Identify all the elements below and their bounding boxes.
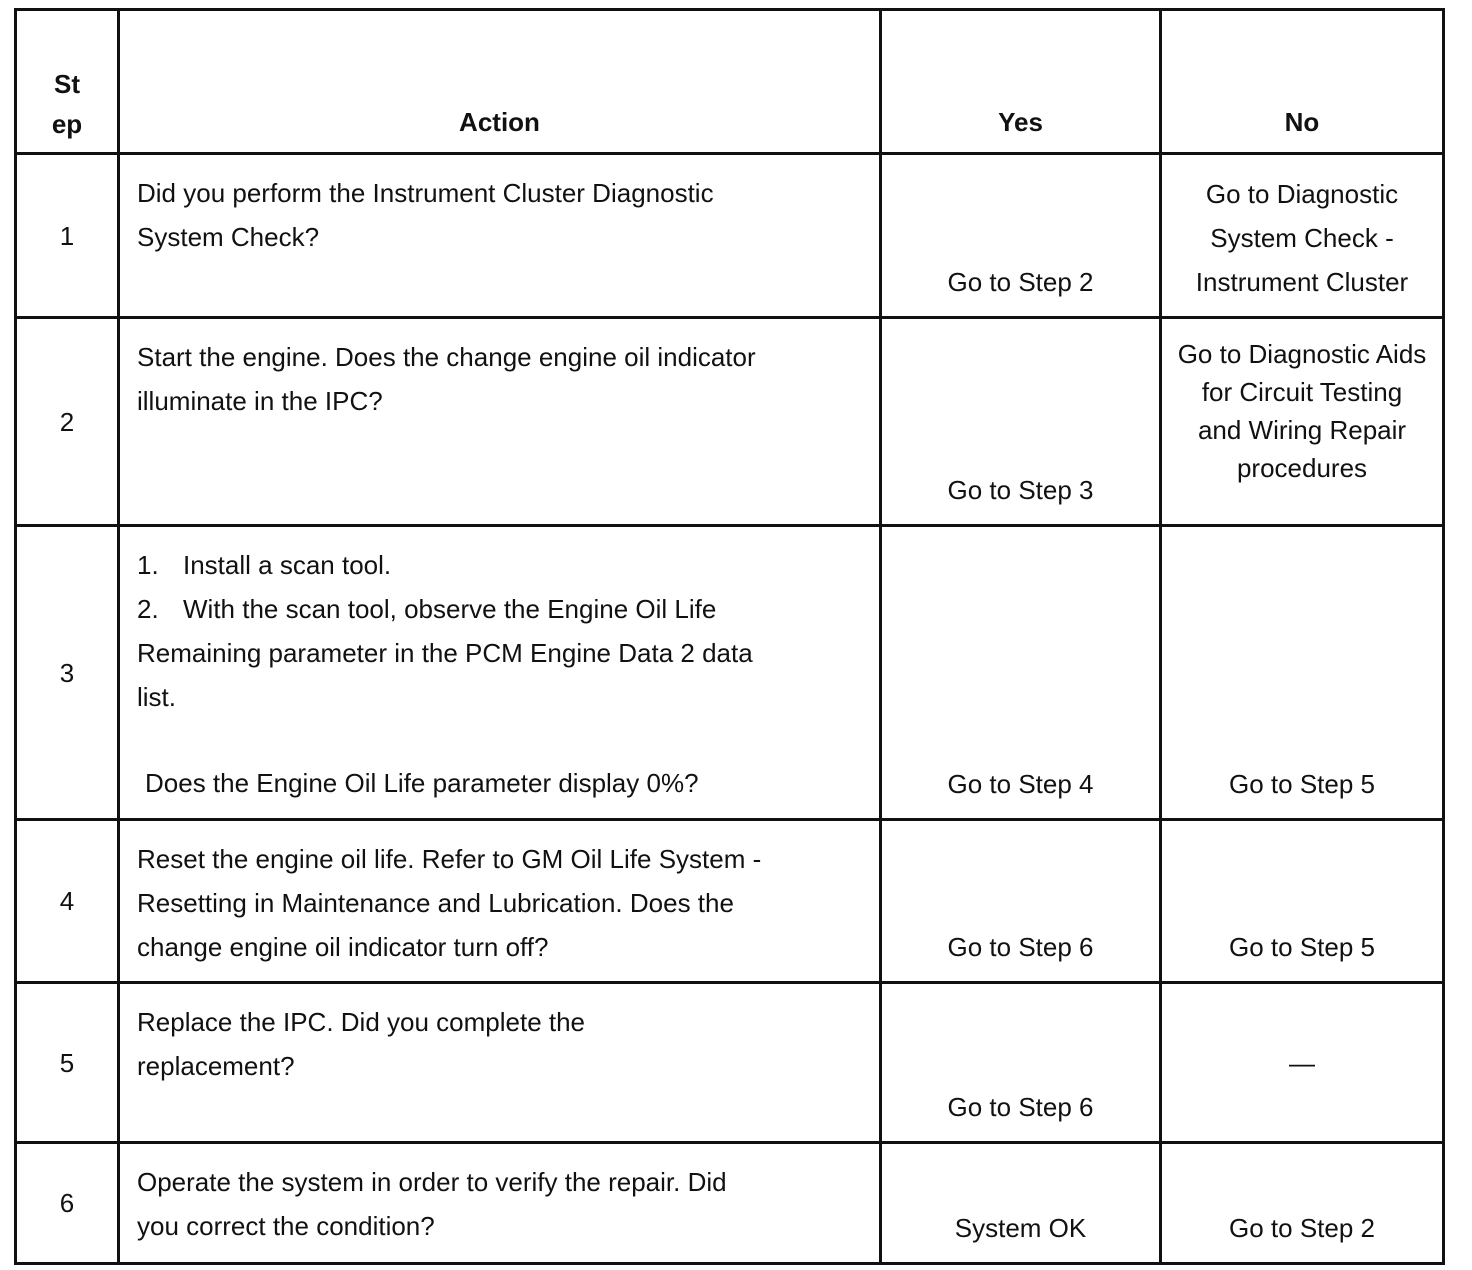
action-cell <box>119 526 881 820</box>
step-header-line-1: St <box>54 69 80 99</box>
action-line: Resetting in Maintenance and Lubrication. Does the <box>137 888 734 918</box>
action-question: Does the Engine Oil Life parameter display 0%? <box>145 768 699 798</box>
instruction-list <box>137 543 859 631</box>
action-cell <box>119 154 881 318</box>
no-cell: — <box>1161 983 1444 1143</box>
list-item <box>137 587 859 631</box>
action-cell <box>119 1143 881 1264</box>
list-item-text: Install a scan tool. <box>183 550 392 580</box>
table-row-step-6 <box>16 1143 1444 1264</box>
action-line: list. <box>137 682 176 712</box>
no-cell: Go to Step 2 <box>1161 1143 1444 1264</box>
table-row-step-4 <box>16 820 1444 983</box>
yes-header: Yes <box>881 10 1161 154</box>
action-cell <box>119 983 881 1143</box>
action-line: illuminate in the IPC? <box>137 386 383 416</box>
yes-cell: Go to Step 6 <box>881 983 1161 1143</box>
action-line: Did you perform the Instrument Cluster Diagnostic <box>137 178 714 208</box>
action-line: Remaining parameter in the PCM Engine Data 2 data <box>137 638 753 668</box>
table-row-step-2 <box>16 318 1444 526</box>
list-item-text: With the scan tool, observe the Engine Oil Life <box>183 594 717 624</box>
no-line: Go to Diagnostic <box>1205 179 1399 209</box>
list-item-number: 1. <box>137 550 159 580</box>
yes-cell: Go to Step 2 <box>881 154 1161 318</box>
step-header <box>16 10 119 154</box>
no-line: Instrument Cluster <box>1195 267 1409 297</box>
step-number: 5 <box>16 983 119 1143</box>
yes-cell: System OK <box>881 1143 1161 1264</box>
no-line: procedures <box>1236 453 1368 483</box>
table-row-step-1 <box>16 154 1444 318</box>
header-row <box>16 10 1444 154</box>
no-line: and Wiring Repair <box>1197 415 1407 445</box>
step-number: 1 <box>16 154 119 318</box>
action-line: change engine oil indicator turn off? <box>137 932 549 962</box>
action-line: Replace the IPC. Did you complete the <box>137 1007 586 1037</box>
list-item <box>137 543 859 587</box>
step-number: 3 <box>16 526 119 820</box>
action-line: Start the engine. Does the change engine oil indicator <box>137 342 756 372</box>
no-line: System Check - <box>1210 223 1394 253</box>
step-header-line-2: ep <box>51 109 83 139</box>
no-header: No <box>1161 10 1444 154</box>
step-number: 6 <box>16 1143 119 1264</box>
action-cell <box>119 318 881 526</box>
no-line: Go to Diagnostic Aids <box>1177 339 1427 369</box>
action-header: Action <box>119 10 881 154</box>
diagnostic-table <box>14 8 1445 1265</box>
list-item-number: 2. <box>137 594 159 624</box>
no-cell: Go to Step 5 <box>1161 526 1444 820</box>
yes-cell: Go to Step 3 <box>881 318 1161 526</box>
action-line: System Check? <box>137 222 320 252</box>
no-cell <box>1161 154 1444 318</box>
spacer <box>137 719 859 761</box>
no-cell: Go to Step 5 <box>1161 820 1444 983</box>
step-number: 4 <box>16 820 119 983</box>
no-cell <box>1161 318 1444 526</box>
yes-cell: Go to Step 4 <box>881 526 1161 820</box>
table-row-step-3 <box>16 526 1444 820</box>
action-line: you correct the condition? <box>137 1211 435 1241</box>
step-number: 2 <box>16 318 119 526</box>
action-cell <box>119 820 881 983</box>
table-row-step-5 <box>16 983 1444 1143</box>
action-line: Reset the engine oil life. Refer to GM Oil Life System - <box>137 844 762 874</box>
no-line: for Circuit Testing <box>1201 377 1403 407</box>
yes-cell: Go to Step 6 <box>881 820 1161 983</box>
action-line: replacement? <box>137 1051 295 1081</box>
action-line: Operate the system in order to verify the repair. Did <box>137 1167 727 1197</box>
